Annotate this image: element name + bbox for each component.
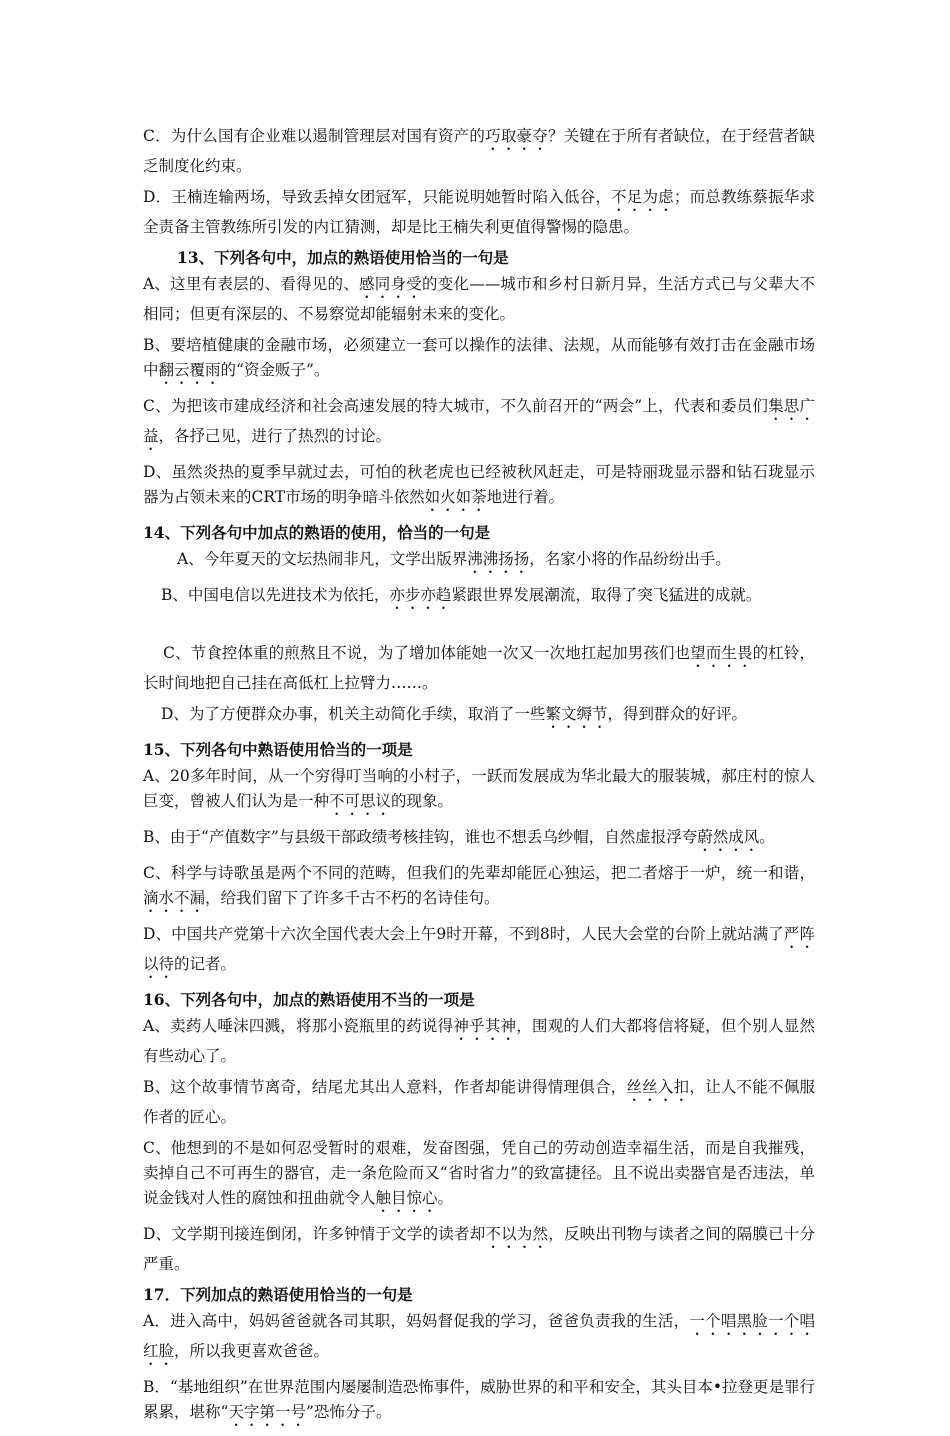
option-paragraph	[143, 1075, 815, 1130]
text-segment: D、虽然炎热的夏季早就过去，可怕的秋老虎也已经被秋风赶走，可是特丽珑显示器和钻石珑显示器为占领未来的CRT市场的明争暗斗依然	[143, 463, 815, 506]
option-paragraph	[143, 764, 815, 819]
text-segment: A、这里有表层的、看得见的、	[143, 275, 360, 293]
text-segment: 紧跟世界发展潮流，取得了突飞猛进的成就。	[451, 586, 762, 604]
option-paragraph	[143, 583, 815, 613]
text-segment: 的杠铃，长时间地把自己挂在高低杠上拉臂力……。	[143, 644, 815, 692]
option-paragraph	[143, 1309, 815, 1369]
text-segment: 16、下列各句中，加点的熟语使用不当的一项是	[143, 990, 475, 1009]
text-segment: ，给我们留下了许多千古不朽的名诗佳句。	[205, 889, 500, 907]
dotted-idiom: 严阵以待	[143, 925, 815, 973]
option-paragraph	[143, 1222, 815, 1277]
question-title	[143, 521, 815, 545]
option-paragraph	[143, 825, 815, 855]
dotted-idiom: 繁文缛节	[545, 705, 608, 723]
dotted-idiom: 不可思议	[329, 792, 392, 810]
option-paragraph	[143, 702, 815, 732]
text-segment: D、文学期刊接连倒闭，许多钟情于文学的读者却	[143, 1225, 486, 1243]
dotted-idiom: 望而生畏	[690, 644, 753, 662]
option-paragraph	[143, 333, 815, 388]
text-segment: 的“资金贩子”。	[220, 361, 330, 379]
dotted-idiom: 一个唱黑脸一个唱红脸	[143, 1312, 815, 1360]
text-segment: ，得到群众的好评。	[607, 705, 747, 723]
text-segment: 。	[759, 828, 775, 846]
text-segment: A、20多年时间，从一个穷得叮当响的小村子，一跃而发展成为华北最大的服装城，郝庄村的惊人巨变，曾被人们认为是一种	[143, 767, 815, 810]
text-segment: 17．下列加点的熟语使用恰当的一句是	[143, 1285, 413, 1304]
option-paragraph	[143, 124, 815, 179]
dotted-idiom: 不以为然	[485, 1225, 549, 1243]
option-paragraph	[143, 460, 815, 515]
text-segment: B、中国电信以先进技术为依托，	[161, 586, 390, 604]
text-segment: ，名家小将的作品纷纷出手。	[529, 550, 731, 568]
dotted-idiom: 滴水不漏	[143, 889, 206, 907]
dotted-idiom: 亦步亦趋	[389, 586, 452, 604]
text-segment: ；而总教练蔡振华求全责备主管教练所引发的内讧猜测，却是比王楠失利更值得警惕的隐患。	[143, 188, 815, 236]
text-segment: ，反映出刊物与读者之间的隔膜已十分严重。	[143, 1225, 815, 1273]
dotted-idiom: 感同身受	[359, 275, 422, 293]
dotted-idiom: 蔚然成风	[697, 828, 760, 846]
text-segment: 的记者。	[174, 955, 237, 973]
text-segment: A．进入高中，妈妈爸爸就各司其职，妈妈督促我的学习，爸爸负责我的生活，	[143, 1312, 690, 1330]
text-segment: B、要培植健康的金融市场，必须建立一套可以操作的法律、法规，从而能够有效打击在金融市场中	[143, 336, 815, 379]
text-segment: D、为了方便群众办事，机关主动简化手续，取消了一些	[161, 705, 546, 723]
text-segment: C、科学与诗歌虽是两个不同的范畴，但我们的先辈却能匠心独运，把二者熔于一炉，统一和谐，	[143, 864, 815, 882]
text-segment: 14、下列各句中加点的熟语的使用，恰当的一句是	[143, 523, 491, 542]
dotted-idiom: 神乎其神	[453, 1017, 517, 1035]
text-segment: B．“基地组织”在世界范围内屡屡制造恐怖事件，威胁世界的和平和安全，其头目本•拉登更是罪行累累，堪称“	[143, 1378, 815, 1421]
text-segment: A、今年夏天的文坛热闹非凡，文学出版界	[177, 550, 468, 568]
option-paragraph	[143, 394, 815, 454]
text-segment: C、为把该市建成经济和社会高速发展的特大城市，不久前召开的“两会”上，代表和委员们	[143, 397, 769, 415]
dotted-idiom: 巧取豪夺	[485, 127, 548, 145]
text-segment: ，各抒己见，进行了热烈的讨论。	[158, 427, 392, 445]
dotted-idiom: 天字第一号	[228, 1403, 306, 1421]
text-segment: 的变化——城市和乡村日新月异，生活方式已与父辈大不相同；但更有深层的、不易察觉却能辐射未来的变化。	[143, 275, 815, 323]
option-paragraph	[143, 1014, 815, 1069]
text-segment: 的现象。	[391, 792, 454, 810]
text-segment: ？关键在于所有者缺位，在于经营者缺乏制度化约束。	[143, 127, 815, 175]
text-segment: ，围观的人们大都将信将疑，但个别人显然有些动心了。	[143, 1017, 815, 1065]
text-segment: D、中国共产党第十六次全国代表大会上午9时开幕，不到8时，人民大会堂的台阶上就站满了	[143, 925, 784, 943]
text-segment: 。	[437, 1189, 454, 1207]
dotted-idiom: 沸沸扬扬	[467, 550, 530, 568]
blank-line	[143, 619, 815, 641]
dotted-idiom: 触目惊心	[375, 1189, 438, 1207]
question-title	[143, 738, 815, 762]
option-paragraph	[143, 272, 815, 327]
option-paragraph	[143, 547, 815, 577]
dotted-idiom: 翻云覆雨	[158, 361, 221, 379]
option-paragraph	[143, 922, 815, 982]
text-segment: D．王楠连输两场，导致丢掉女团冠军，只能说明她暂时陷入低谷，	[143, 188, 612, 206]
text-segment: C、节食控体重的煎熬且不说，为了增加体能她一次又一次地扛起加男孩们也	[163, 644, 691, 662]
text-segment: C．为什么国有企业难以遏制管理层对国有资产的	[143, 127, 486, 145]
text-segment: 15、下列各句中熟语使用恰当的一项是	[143, 740, 413, 759]
text-segment: 地进行着。	[486, 488, 565, 506]
question-title	[143, 246, 815, 270]
text-segment: 13、下列各句中，加点的熟语使用恰当的一句是	[177, 248, 509, 267]
option-paragraph	[143, 641, 815, 696]
option-paragraph	[143, 1136, 815, 1216]
option-paragraph	[143, 861, 815, 916]
text-segment: A、卖药人唾沫四溅，将那小瓷瓶里的药说得	[143, 1017, 454, 1035]
dotted-idiom: 不足为虑	[611, 188, 674, 206]
text-segment: C、他想到的不是如何忍受暂时的艰难，发奋图强，凭自己的劳动创造幸福生活，而是自我摧残，卖掉自己不可再生的器官，走一条危险而又“省时省力”的致富捷径。且不说出卖器官是否违法，单说金钱对人性的腐蚀和扭曲就令人	[143, 1139, 815, 1207]
document-page	[143, 124, 815, 1436]
dotted-idiom: 集思广益	[143, 397, 815, 445]
text-segment: ”恐怖分子。	[305, 1403, 392, 1421]
text-segment: ，让人不能不佩服作者的匠心。	[143, 1078, 815, 1126]
dotted-idiom: 如火如荼	[424, 488, 487, 506]
text-segment: ，所以我更喜欢爸爸。	[174, 1342, 330, 1360]
option-paragraph	[143, 1375, 815, 1430]
question-title	[143, 1283, 815, 1307]
text-segment: B、这个故事情节离奇，结尾尤其出人意料，作者却能讲得情理俱合，	[143, 1078, 627, 1096]
question-title	[143, 988, 815, 1012]
option-paragraph	[143, 185, 815, 240]
dotted-idiom: 丝丝入扣	[626, 1078, 690, 1096]
text-segment: B、由于“产值数字”与县级干部政绩考核挂钩，谁也不想丢乌纱帽，自然虚报浮夸	[143, 828, 698, 846]
